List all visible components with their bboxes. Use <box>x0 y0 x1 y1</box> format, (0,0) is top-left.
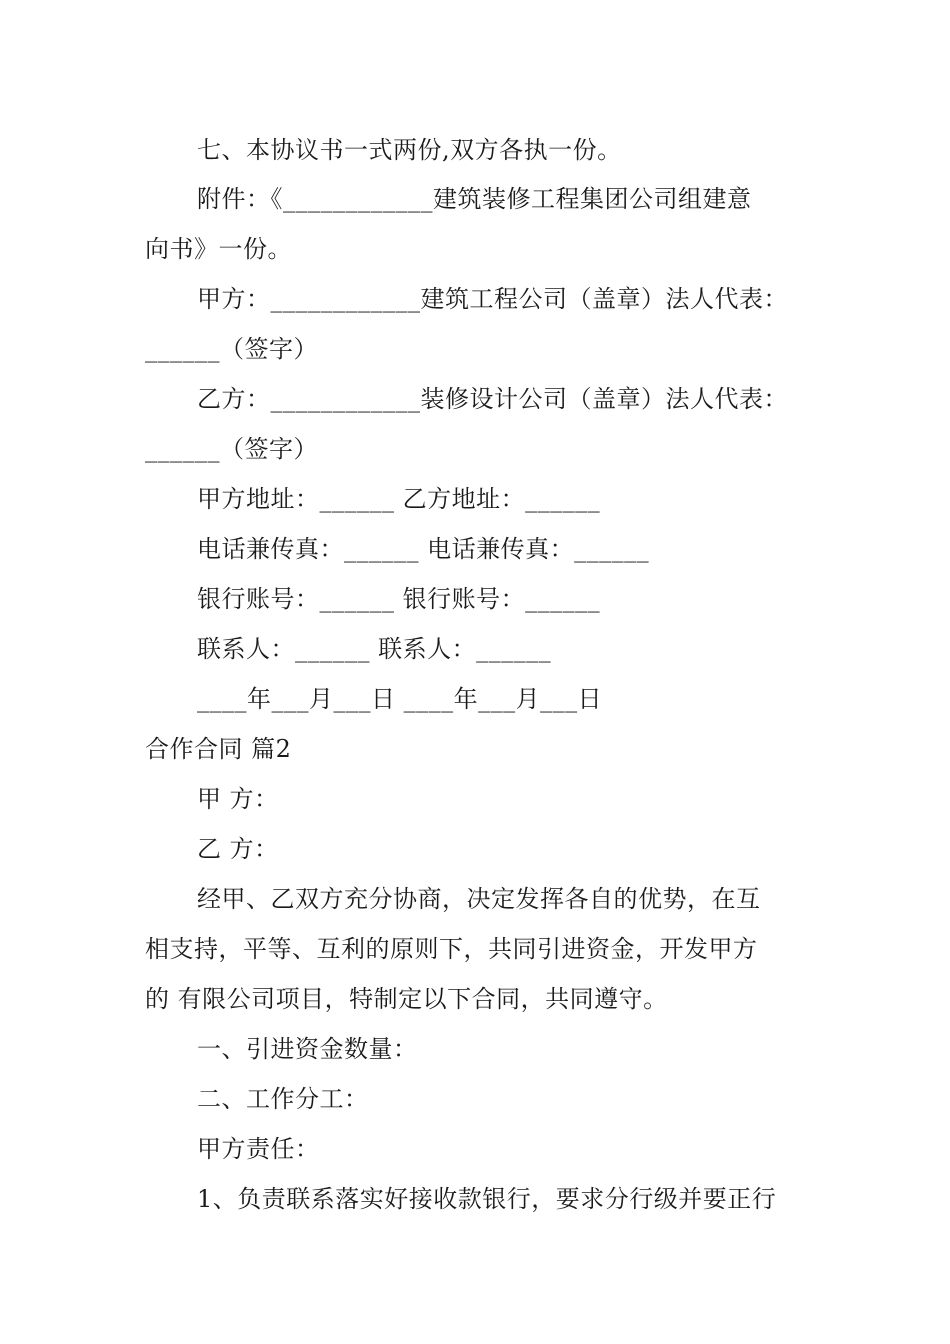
party-b-line: 乙方：____________装修设计公司（盖章）法人代表： <box>197 385 788 413</box>
address-line: 甲方地址：______ 乙方地址：______ <box>197 485 601 513</box>
section-heading: 合作合同 篇2 <box>145 735 292 763</box>
party-a-line: 甲方：____________建筑工程公司（盖章）法人代表： <box>197 285 788 313</box>
bank-account-line: 银行账号：______ 银行账号：______ <box>197 585 601 613</box>
party-a-signature: ______（签字） <box>145 335 318 363</box>
attachment-line: 附件：《____________建筑装修工程集团公司组建意 <box>197 185 752 213</box>
party-a-label: 甲 方： <box>197 785 279 813</box>
attachment-line-cont: 向书》一份。 <box>145 235 292 263</box>
duty-item-1: 1、负责联系落实好接收款银行，要求分行级并要正行 <box>197 1185 777 1213</box>
clause-seven: 七、本协议书一式两份,双方各执一份。 <box>197 136 622 164</box>
preamble-line-2: 相支持，平等、互利的原则下，共同引进资金，开发甲方 <box>145 935 758 963</box>
clause-one: 一、引进资金数量： <box>197 1035 418 1063</box>
party-a-duties-heading: 甲方责任： <box>197 1135 320 1163</box>
clause-two: 二、工作分工： <box>197 1085 369 1113</box>
preamble-line-3: 的 有限公司项目，特制定以下合同，共同遵守。 <box>145 985 668 1013</box>
contact-line: 联系人：______ 联系人：______ <box>197 635 552 663</box>
date-line: ____年___月___日 ____年___月___日 <box>197 685 603 713</box>
party-b-signature: ______（签字） <box>145 435 318 463</box>
phone-fax-line: 电话兼传真：______ 电话兼传真：______ <box>197 535 650 563</box>
preamble-line-1: 经甲、乙双方充分协商，决定发挥各自的优势，在互 <box>197 885 761 913</box>
party-b-label: 乙 方： <box>197 835 279 863</box>
